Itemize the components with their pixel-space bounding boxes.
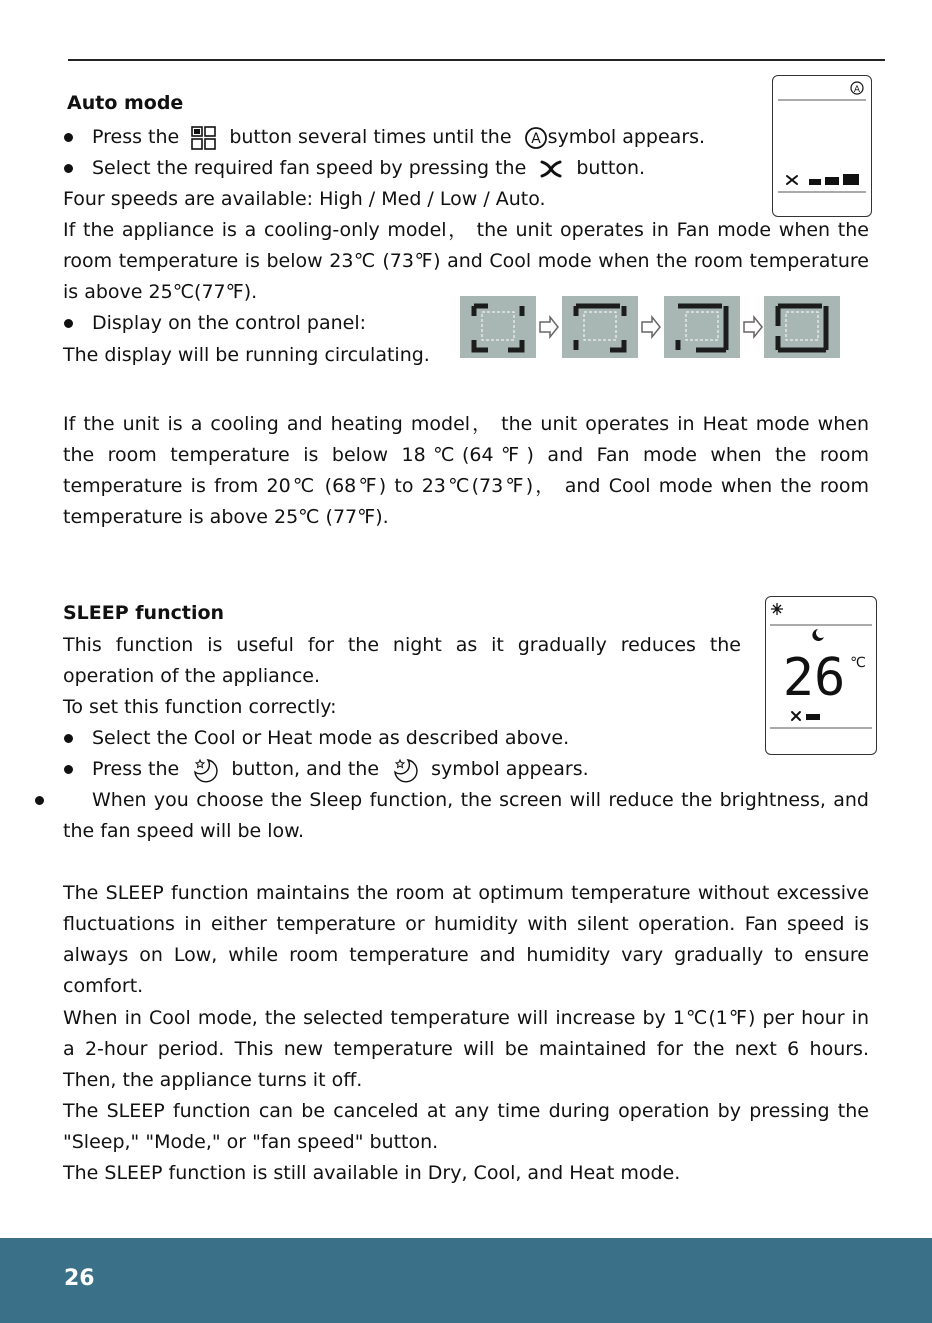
sleep-panel-snowflake-icon <box>771 603 783 615</box>
page-number: 26 <box>64 1266 95 1291</box>
auto-b1-post: symbol appears. <box>547 126 706 148</box>
auto-four: Four <box>63 188 105 210</box>
auto-bullet-3: Display on the control panel: <box>92 308 366 339</box>
mode-button-icon <box>191 126 217 150</box>
arrow-2 <box>642 317 660 337</box>
sleep-panel-fan-icon <box>792 712 800 720</box>
sleep-panel-moon-icon <box>812 629 824 641</box>
sleep-panel-graphic <box>766 597 876 754</box>
sleep-b2-mid: button, and the <box>231 758 380 780</box>
display-frame-1 <box>460 296 536 358</box>
display-sequence-image <box>460 296 840 358</box>
auto-b2-pre: Select the required fan speed by pressing the <box>92 157 527 179</box>
display-frame-3 <box>664 296 740 358</box>
auto-b1-pre: Press the <box>92 126 180 148</box>
fan-speed-icon <box>538 158 564 180</box>
auto-b2-post: button. <box>576 157 646 179</box>
auto-symbol-icon <box>524 126 548 150</box>
arrow-3 <box>744 317 762 337</box>
svg-text:A: A <box>530 130 541 147</box>
svg-text:A: A <box>853 85 861 95</box>
auto-bullet-1 <box>92 122 705 153</box>
sleep-to-set: To set this function correctly: <box>63 696 337 718</box>
sleep-bullet-3 <box>63 785 869 847</box>
header-rule <box>68 59 885 61</box>
sleep-panel-temp: 26 <box>782 648 846 708</box>
sleep-b2-post: symbol appears. <box>431 758 589 780</box>
auto-paragraph-cooling-only: If the appliance is a cooling-only model， the unit operates in Fan mode when the room temperature is below 23℃ (73℉) and Cool mode when the room temperature is above 25℃(77℉). <box>63 219 869 303</box>
sleep-paragraph-2: When in Cool mode, the selected temperature will increase by 1℃(1℉) per hour in a 2-hour period. This new temperature will be maintained for the next 6 hours. Then, the appliance turns it off. <box>63 1007 869 1091</box>
auto-panel-graphic <box>773 76 871 216</box>
display-frame-4 <box>764 296 840 358</box>
sleep-panel-unit: ℃ <box>850 655 866 671</box>
sleep-bullet-2 <box>92 754 589 785</box>
sleep-intro: This function is useful for the night as it gradually reduces the operation of the appliance. <box>63 634 741 687</box>
auto-bullet-2 <box>92 153 645 184</box>
display-frame-2 <box>562 296 638 358</box>
sleep-paragraph-3: The SLEEP function can be canceled at any time during operation by pressing the "Sleep," "Mode," or "fan speed" button. <box>63 1100 869 1153</box>
auto-speeds: speeds are available: High / Med / Low / Auto. <box>110 188 546 210</box>
sleep-b2-pre: Press the <box>92 758 180 780</box>
auto-speeds-line <box>63 184 546 215</box>
auto-b1-mid: button several times until the <box>229 126 512 148</box>
sleep-bullet-1: Select the Cool or Heat mode as described above. <box>92 723 569 754</box>
sleep-button-icon <box>191 757 219 783</box>
sleep-paragraph-4: The SLEEP function is still available in Dry, Cool, and Heat mode. <box>63 1162 681 1184</box>
sleep-b3-text: When you choose the Sleep function, the screen will reduce the brightness, and the fan speed will be low. <box>63 789 869 842</box>
auto-control-panel <box>772 75 872 217</box>
page-footer <box>0 1238 932 1323</box>
sleep-control-panel <box>765 596 877 755</box>
auto-display-line: The display will be running circulating. <box>63 344 430 366</box>
sleep-heading: SLEEP function <box>63 602 225 624</box>
auto-paragraph-cooling-heating: If the unit is a cooling and heating model， the unit operates in Heat mode when the room temperature is below 18℃(64℉) and Fan mode when the room temperature is from 20℃ (68℉) to 23℃(73℉)， and Cool mode when the room temperature is above 25℃ (77℉). <box>63 413 869 528</box>
arrow-1 <box>540 317 558 337</box>
auto-mode-heading: Auto mode <box>67 92 184 114</box>
auto-panel-fan-icon <box>787 176 797 184</box>
sleep-paragraph-1: The SLEEP function maintains the room at optimum temperature without excessive fluctuations in either temperature or humidity with silent operation. Fan speed is always on Low, while room temperature and humidity vary gradually to ensure comfort. <box>63 882 869 997</box>
sleep-symbol-icon <box>391 757 419 783</box>
